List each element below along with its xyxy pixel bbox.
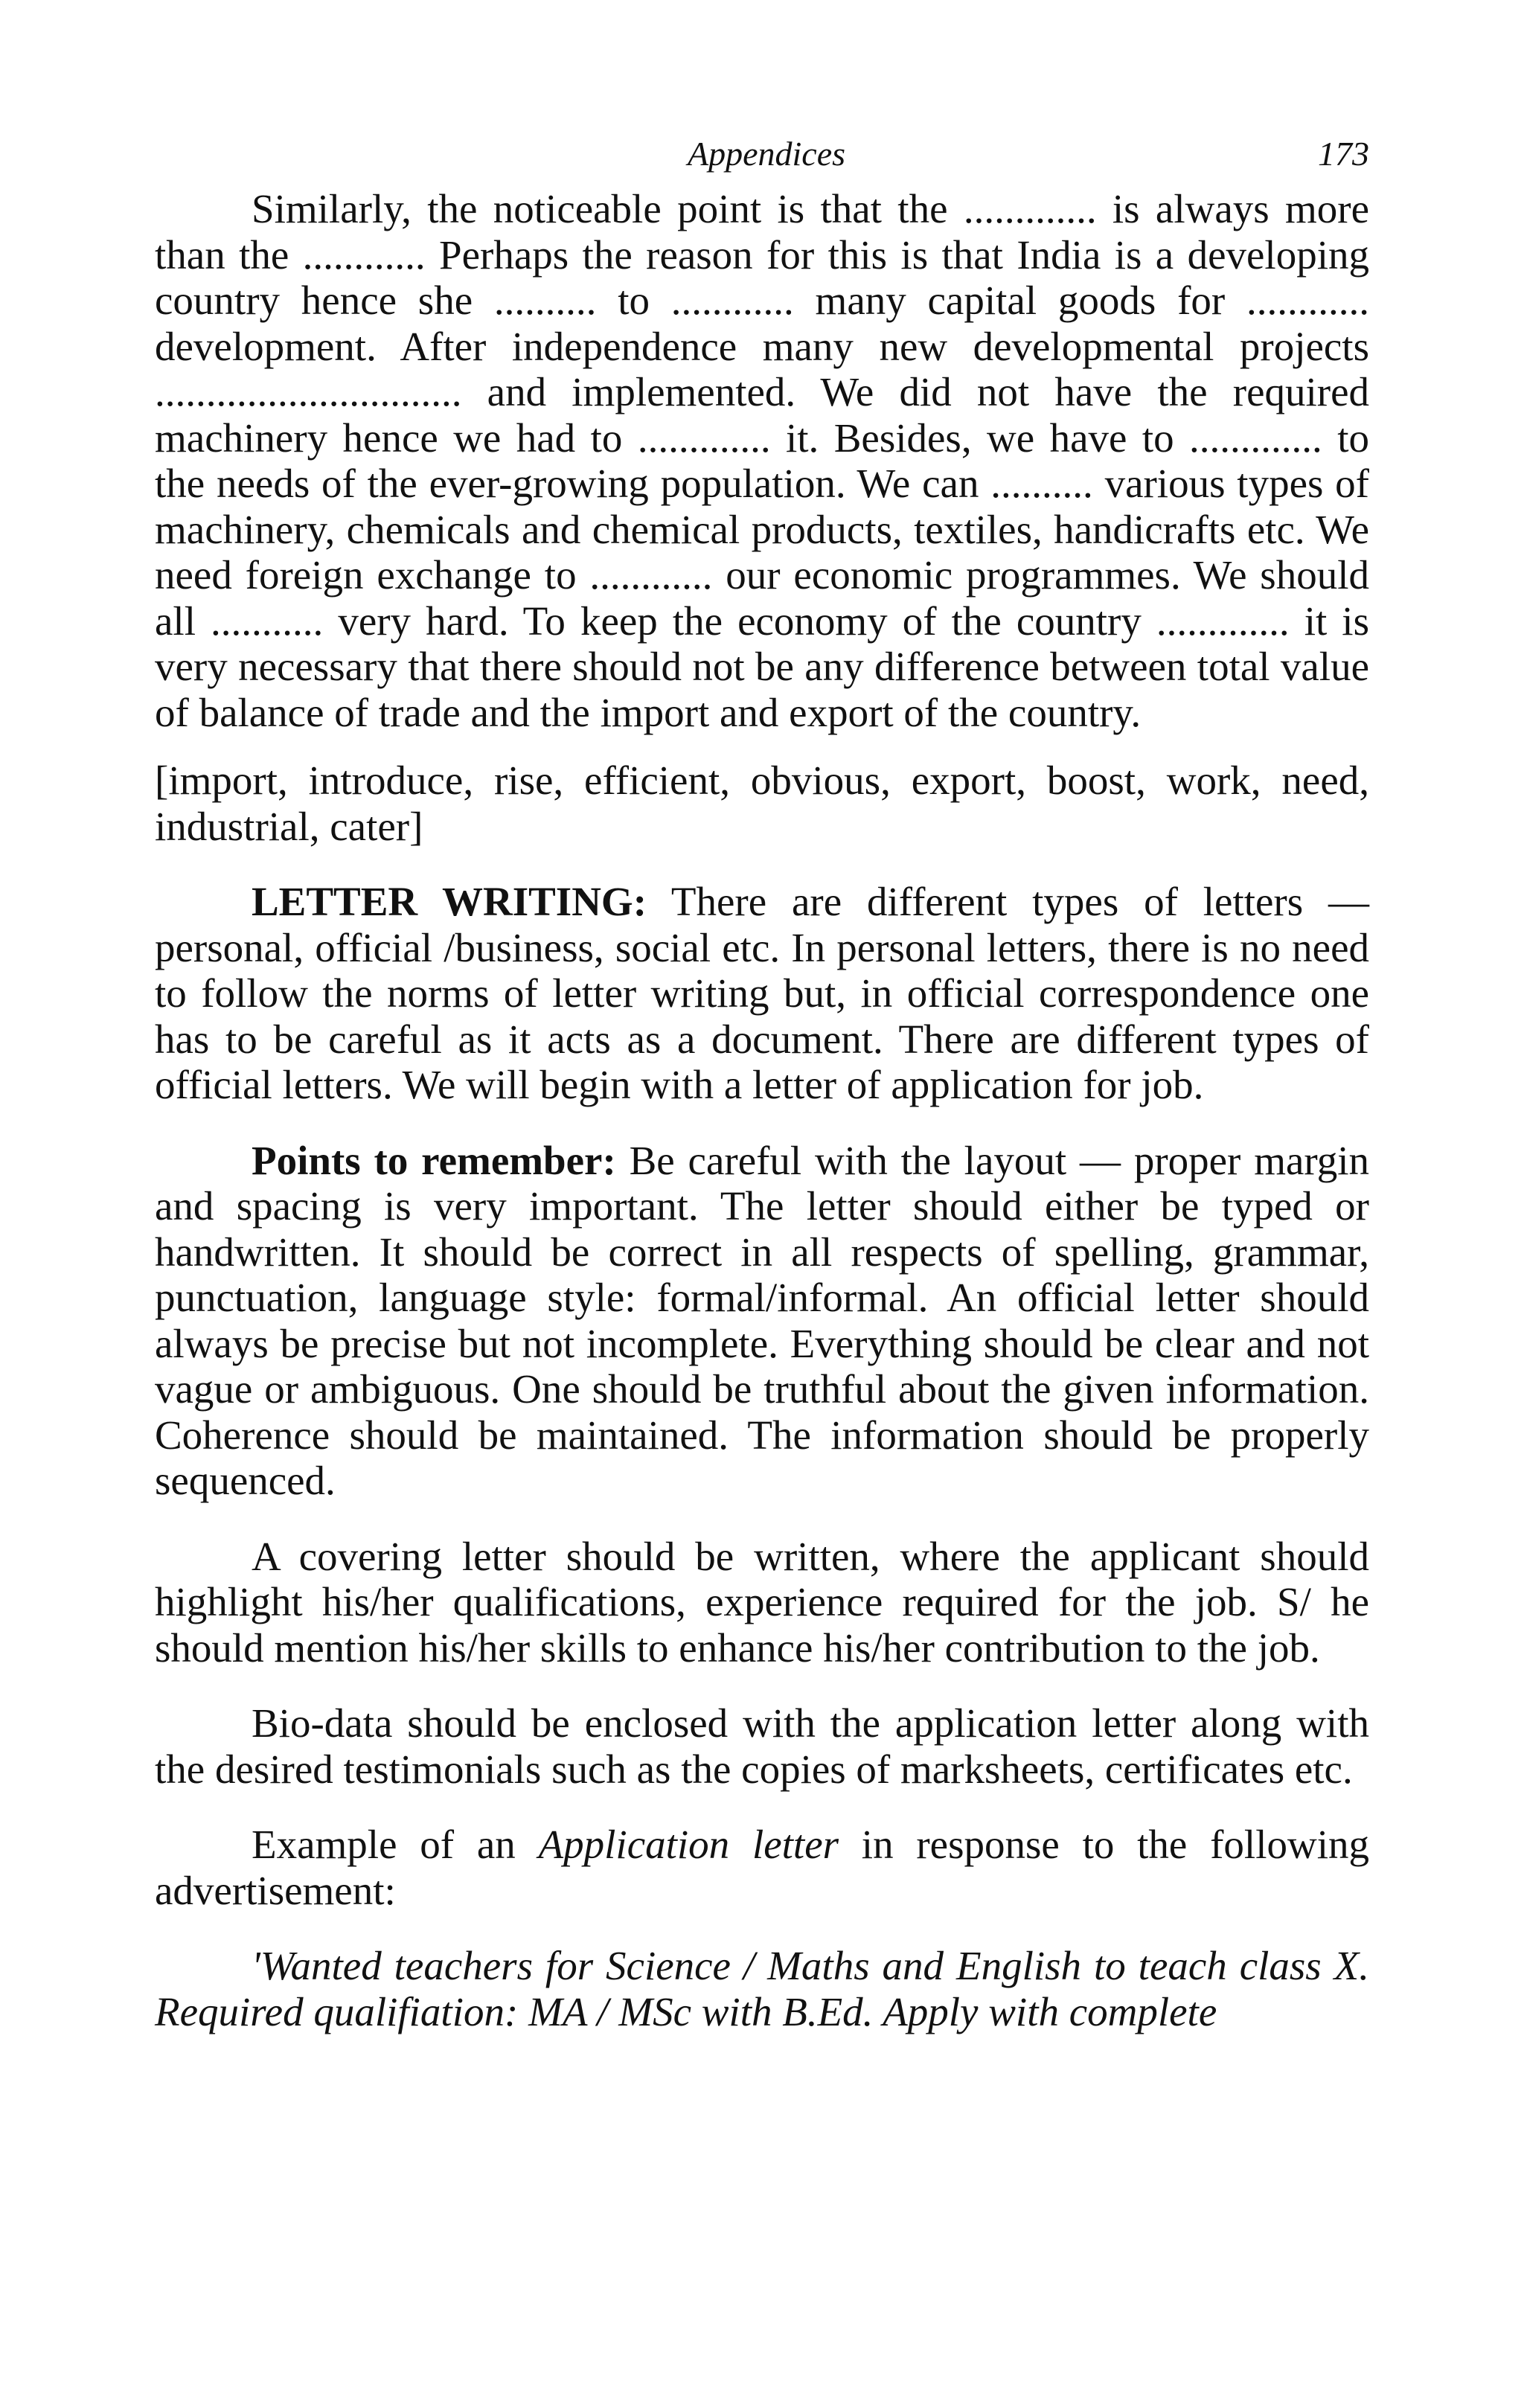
example-prefix: Example of an [252, 1822, 539, 1867]
advertisement-quote: 'Wanted teachers for Science / Maths and English to teach class X. Required qualifiation: MA / MSc with B.Ed. Apply with complete [155, 1943, 1369, 2034]
letter-writing-paragraph [155, 879, 1369, 1108]
example-suffix: in response to the following advertisement: [155, 1822, 1369, 1913]
bio-data-paragraph: Bio-data should be enclosed with the application letter along with the desired testimonials such as the copies of marksheets, certificates etc. [155, 1700, 1369, 1792]
points-to-remember-heading: Points to remember: [252, 1137, 616, 1183]
word-bank: [import, introduce, rise, efficient, obvious, export, boost, work, need, industrial, cater] [155, 758, 1369, 849]
points-to-remember-paragraph [155, 1138, 1369, 1504]
document-page [155, 127, 1369, 2034]
letter-writing-heading: LETTER WRITING: [252, 879, 647, 924]
points-to-remember-text: Be careful with the layout — proper margin and spacing is very important. The letter should either be typed or handwritten. It should be correct in all respects of spelling, grammar, punctuation, language style: formal/informal. An official letter should always be precise but not incomplete. Everything should be clear and not vague or ambiguous. One should be truthful about the given information. Coherence should be maintained. The information should be properly sequenced. [155, 1137, 1369, 1503]
example-italic-term: Application letter [538, 1822, 839, 1867]
page-number: 173 [1318, 135, 1369, 173]
running-header [155, 127, 1369, 186]
running-header-title: Appendices [688, 135, 846, 173]
covering-letter-paragraph: A covering letter should be written, where the applicant should highlight his/her qualifications, experience required for the job. S/ he should mention his/her skills to enhance his/her contribution to the job. [155, 1533, 1369, 1671]
example-intro-paragraph [155, 1822, 1369, 1913]
letter-writing-text: There are different types of letters — personal, official /business, social etc. In personal letters, there is no need to follow the norms of letter writing but, in official correspondence one has to be careful as it acts as a document. There are different types of official letters. We will begin with a letter of application for job. [155, 879, 1369, 1107]
fill-in-the-blanks-paragraph: Similarly, the noticeable point is that the ............. is always more than the ............ Perhaps the reason for this is that India is a developing country hence she .......... to ............ many capital goods for ............ development. After independence many new developmental projects .............................. and implemented. We did not have the required machinery hence we had to ............. it. Besides, we have to ............. to the needs of the ever-growing population. We can .......... various types of machinery, chemicals and chemical products, textiles, handicrafts etc. We need foreign exchange to ............ our economic programmes. We should all ........... very hard. To keep the economy of the country ............. it is very necessary that there should not be any difference between total value of balance of trade and the import and export of the country. [155, 186, 1369, 735]
